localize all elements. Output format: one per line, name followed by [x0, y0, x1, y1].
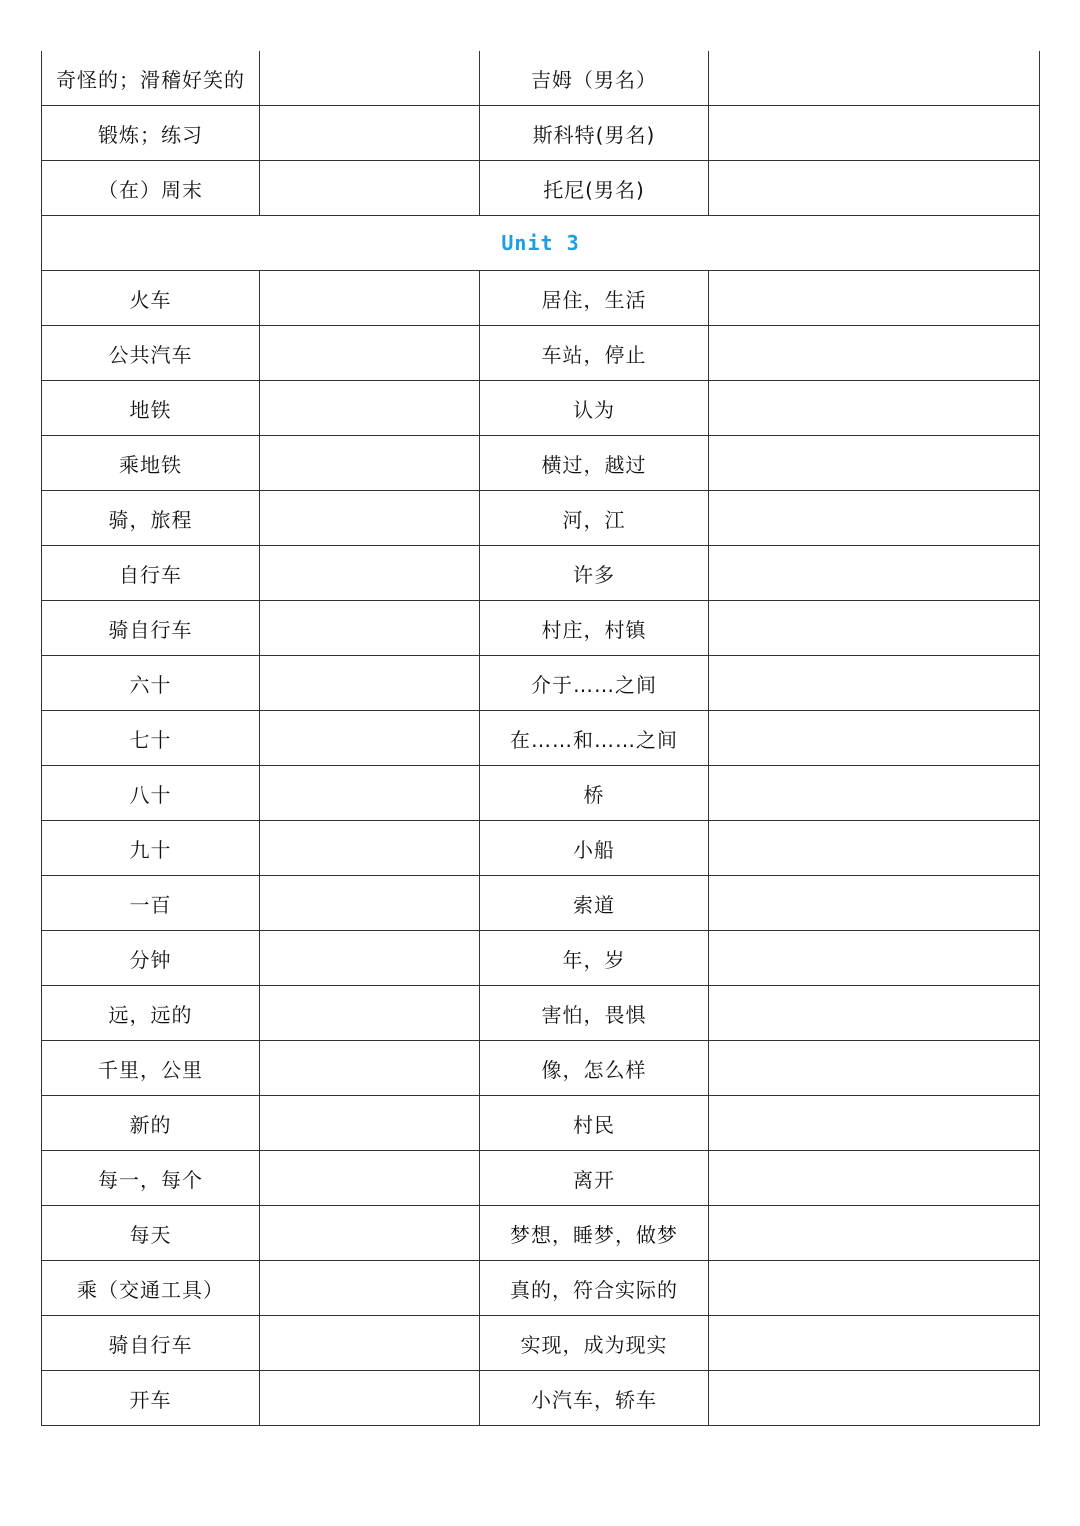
answer-blank-right[interactable] [709, 766, 1040, 821]
answer-blank-left[interactable] [260, 931, 480, 986]
answer-blank-left[interactable] [260, 491, 480, 546]
answer-blank-left[interactable] [260, 601, 480, 656]
vocab-row [42, 271, 1040, 326]
answer-blank-left[interactable] [260, 1206, 480, 1261]
answer-blank-right[interactable] [709, 711, 1040, 766]
chinese-term-right: 吉姆（男名） [480, 51, 709, 106]
vocab-row [42, 326, 1040, 381]
answer-blank-right[interactable] [709, 986, 1040, 1041]
chinese-term-right: 许多 [480, 546, 709, 601]
chinese-term-left: 每天 [42, 1206, 260, 1261]
answer-blank-right[interactable] [709, 271, 1040, 326]
chinese-term-right: 介于……之间 [480, 656, 709, 711]
chinese-term-left: 骑，旅程 [42, 491, 260, 546]
vocab-row [42, 161, 1040, 216]
vocab-row [42, 656, 1040, 711]
answer-blank-right[interactable] [709, 381, 1040, 436]
chinese-term-left: 新的 [42, 1096, 260, 1151]
vocab-row [42, 986, 1040, 1041]
vocabulary-table-body [42, 51, 1040, 1426]
chinese-term-right: 年，岁 [480, 931, 709, 986]
chinese-term-right: 车站，停止 [480, 326, 709, 381]
answer-blank-right[interactable] [709, 1096, 1040, 1151]
answer-blank-right[interactable] [709, 1206, 1040, 1261]
chinese-term-left: （在）周末 [42, 161, 260, 216]
vocab-row [42, 51, 1040, 106]
chinese-term-right: 村民 [480, 1096, 709, 1151]
vocab-row [42, 381, 1040, 436]
answer-blank-right[interactable] [709, 546, 1040, 601]
vocab-row [42, 546, 1040, 601]
chinese-term-left: 公共汽车 [42, 326, 260, 381]
chinese-term-right: 索道 [480, 876, 709, 931]
answer-blank-left[interactable] [260, 986, 480, 1041]
answer-blank-left[interactable] [260, 1371, 480, 1426]
answer-blank-left[interactable] [260, 546, 480, 601]
unit-heading-row [42, 216, 1040, 271]
chinese-term-right: 离开 [480, 1151, 709, 1206]
answer-blank-left[interactable] [260, 1316, 480, 1371]
answer-blank-left[interactable] [260, 1096, 480, 1151]
answer-blank-left[interactable] [260, 51, 480, 106]
chinese-term-right: 害怕，畏惧 [480, 986, 709, 1041]
vocab-row [42, 1206, 1040, 1261]
chinese-term-left: 自行车 [42, 546, 260, 601]
vocab-row [42, 821, 1040, 876]
chinese-term-left: 九十 [42, 821, 260, 876]
answer-blank-right[interactable] [709, 106, 1040, 161]
answer-blank-left[interactable] [260, 1151, 480, 1206]
vocab-row [42, 436, 1040, 491]
answer-blank-left[interactable] [260, 1041, 480, 1096]
chinese-term-left: 骑自行车 [42, 1316, 260, 1371]
chinese-term-left: 锻炼；练习 [42, 106, 260, 161]
answer-blank-left[interactable] [260, 766, 480, 821]
chinese-term-left: 七十 [42, 711, 260, 766]
answer-blank-left[interactable] [260, 711, 480, 766]
chinese-term-left: 远，远的 [42, 986, 260, 1041]
chinese-term-right: 横过，越过 [480, 436, 709, 491]
answer-blank-right[interactable] [709, 821, 1040, 876]
chinese-term-left: 骑自行车 [42, 601, 260, 656]
chinese-term-right: 像，怎么样 [480, 1041, 709, 1096]
answer-blank-right[interactable] [709, 161, 1040, 216]
answer-blank-right[interactable] [709, 1316, 1040, 1371]
answer-blank-left[interactable] [260, 876, 480, 931]
chinese-term-right: 桥 [480, 766, 709, 821]
chinese-term-left: 火车 [42, 271, 260, 326]
chinese-term-right: 真的，符合实际的 [480, 1261, 709, 1316]
chinese-term-right: 小汽车，轿车 [480, 1371, 709, 1426]
answer-blank-left[interactable] [260, 271, 480, 326]
answer-blank-right[interactable] [709, 1151, 1040, 1206]
chinese-term-right: 梦想，睡梦，做梦 [480, 1206, 709, 1261]
vocab-row [42, 1151, 1040, 1206]
answer-blank-right[interactable] [709, 931, 1040, 986]
chinese-term-left: 乘（交通工具） [42, 1261, 260, 1316]
chinese-term-right: 村庄，村镇 [480, 601, 709, 656]
chinese-term-right: 居住，生活 [480, 271, 709, 326]
unit-heading: Unit 3 [42, 216, 1040, 271]
vocab-row [42, 1371, 1040, 1426]
chinese-term-right: 斯科特(男名) [480, 106, 709, 161]
chinese-term-right: 实现，成为现实 [480, 1316, 709, 1371]
answer-blank-right[interactable] [709, 601, 1040, 656]
answer-blank-right[interactable] [709, 1371, 1040, 1426]
vocab-row [42, 1096, 1040, 1151]
answer-blank-left[interactable] [260, 381, 480, 436]
chinese-term-left: 分钟 [42, 931, 260, 986]
answer-blank-right[interactable] [709, 491, 1040, 546]
answer-blank-right[interactable] [709, 1041, 1040, 1096]
answer-blank-left[interactable] [260, 106, 480, 161]
vocab-row [42, 1041, 1040, 1096]
vocabulary-worksheet [41, 51, 1039, 1426]
vocab-row [42, 711, 1040, 766]
answer-blank-right[interactable] [709, 656, 1040, 711]
vocab-row [42, 491, 1040, 546]
chinese-term-right: 认为 [480, 381, 709, 436]
chinese-term-left: 六十 [42, 656, 260, 711]
answer-blank-left[interactable] [260, 656, 480, 711]
answer-blank-left[interactable] [260, 326, 480, 381]
chinese-term-left: 地铁 [42, 381, 260, 436]
chinese-term-left: 八十 [42, 766, 260, 821]
answer-blank-left[interactable] [260, 1261, 480, 1316]
chinese-term-left: 奇怪的；滑稽好笑的 [42, 51, 260, 106]
vocabulary-table [41, 51, 1040, 1426]
vocab-row [42, 601, 1040, 656]
chinese-term-right: 托尼(男名) [480, 161, 709, 216]
chinese-term-right: 小船 [480, 821, 709, 876]
answer-blank-right[interactable] [709, 1261, 1040, 1316]
answer-blank-left[interactable] [260, 161, 480, 216]
answer-blank-left[interactable] [260, 821, 480, 876]
vocab-row [42, 766, 1040, 821]
vocab-row [42, 1316, 1040, 1371]
chinese-term-right: 河，江 [480, 491, 709, 546]
chinese-term-left: 千里，公里 [42, 1041, 260, 1096]
chinese-term-left: 开车 [42, 1371, 260, 1426]
vocab-row [42, 876, 1040, 931]
answer-blank-right[interactable] [709, 51, 1040, 106]
chinese-term-left: 一百 [42, 876, 260, 931]
chinese-term-right: 在……和……之间 [480, 711, 709, 766]
vocab-row [42, 106, 1040, 161]
vocab-row [42, 1261, 1040, 1316]
answer-blank-left[interactable] [260, 436, 480, 491]
answer-blank-right[interactable] [709, 326, 1040, 381]
chinese-term-left: 乘地铁 [42, 436, 260, 491]
chinese-term-left: 每一，每个 [42, 1151, 260, 1206]
answer-blank-right[interactable] [709, 876, 1040, 931]
answer-blank-right[interactable] [709, 436, 1040, 491]
vocab-row [42, 931, 1040, 986]
